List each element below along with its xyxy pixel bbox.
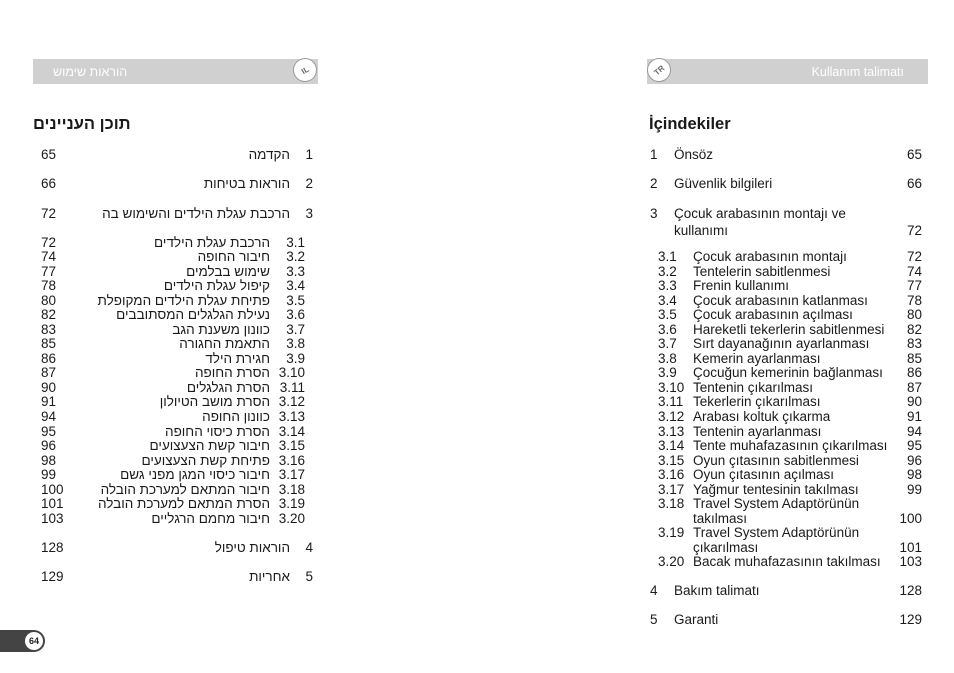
toc-entry-number: 1 — [305, 147, 313, 162]
right-toc-title: İçindekiler — [649, 115, 731, 133]
toc-entry-number: 3.19 — [278, 496, 305, 511]
toc-entry-number: 3.17 — [278, 467, 305, 482]
toc-entry-text: Travel System Adaptörünün — [693, 496, 860, 511]
toc-entry-number: 3.4 — [658, 293, 677, 308]
toc-page-number: 98 — [906, 467, 922, 482]
toc-entry-text: התאמת החגורה — [179, 336, 270, 351]
toc-page-number: 80 — [41, 293, 57, 308]
toc-entry-text: Tentenin çıkarılması — [693, 380, 814, 395]
toc-entry-text: חיבור המתאם למערכת הובלה — [100, 482, 270, 497]
toc-entry-text: Travel System Adaptörünün — [693, 525, 860, 540]
toc-entry-number: 3.5 — [286, 293, 305, 308]
toc-entry-text: הרכבת עגלת הילדים — [154, 235, 270, 250]
toc-entry-text: הסרת הגלגלים — [186, 380, 270, 395]
toc-entry-text: הסרת החופה — [194, 365, 270, 380]
toc-page-number: 82 — [41, 307, 57, 322]
toc-page-number: 85 — [906, 351, 922, 366]
toc-entry-text: כוונון החופה — [202, 409, 270, 424]
toc-page-number: 74 — [41, 249, 57, 264]
toc-entry-number: 3.3 — [658, 278, 677, 293]
toc-page-number: 78 — [41, 278, 57, 293]
toc-entry-text: חיבור מחמם הרגליים — [151, 511, 270, 526]
toc-page-number: 65 — [41, 147, 57, 162]
toc-entry-text: חגירת הילד — [205, 351, 270, 366]
toc-entry-number: 4 — [305, 540, 313, 555]
toc-entry-text: חיבור קשת הצעצועים — [149, 438, 270, 453]
toc-page-number: 95 — [906, 438, 922, 453]
toc-page-number: 99 — [41, 467, 57, 482]
toc-entry-text: Hareketli tekerlerin sabitlenmesi — [693, 322, 885, 337]
toc-entry-number: 3.11 — [658, 394, 684, 409]
toc-page-number: 77 — [41, 264, 57, 279]
toc-entry-text: Frenin kullanımı — [693, 278, 790, 293]
left-toc-title: תוכן העניינים — [33, 115, 131, 133]
toc-entry-text: אחריות — [249, 569, 290, 584]
toc-entry-number: 3.18 — [278, 482, 305, 497]
toc-entry-number: 3.5 — [658, 307, 677, 322]
toc-entry-number: 3.11 — [279, 380, 305, 395]
toc-entry-text: הוראות בטיחות — [203, 176, 290, 191]
toc-entry-text: Çocuk arabasının açılması — [693, 307, 853, 322]
toc-page-number: 87 — [906, 380, 922, 395]
toc-page-number: 128 — [41, 540, 64, 555]
toc-entry-number: 3.15 — [278, 438, 305, 453]
toc-page-number: 101 — [41, 496, 64, 511]
toc-entry-number: 3.10 — [278, 365, 305, 380]
toc-entry-text: Çocuk arabasının montajı — [693, 249, 847, 264]
toc-entry-number: 3.1 — [286, 235, 305, 250]
toc-page-number: 80 — [906, 307, 922, 322]
toc-page-number: 72 — [41, 235, 57, 250]
toc-entry-number: 3.17 — [658, 482, 685, 497]
toc-page-number: 72 — [906, 223, 922, 238]
toc-entry-number: 3.6 — [286, 307, 305, 322]
toc-entry-text: Garanti — [674, 612, 719, 627]
toc-entry-text: Arabası koltuk çıkarma — [693, 409, 831, 424]
toc-page-number: 129 — [899, 612, 922, 627]
toc-page-number: 72 — [906, 249, 922, 264]
toc-page-number: 91 — [41, 394, 57, 409]
toc-entry-text: הסרת מושב הטיולון — [159, 394, 270, 409]
toc-page-number: 96 — [906, 453, 922, 468]
toc-entry-number: 3.12 — [658, 409, 685, 424]
toc-page-number: 129 — [41, 569, 64, 584]
toc-page-number: 100 — [899, 510, 922, 526]
toc-page-number: 78 — [906, 293, 922, 308]
left-header-band — [33, 59, 318, 84]
toc-entry-number: 3 — [305, 206, 313, 221]
toc-page-number: 98 — [41, 453, 57, 468]
toc-page-number: 91 — [906, 409, 922, 424]
toc-page-number: 77 — [906, 278, 922, 293]
toc-entry-number: 2 — [650, 176, 658, 191]
toc-entry-text: kullanımı — [674, 223, 729, 238]
toc-entry-number: 2 — [305, 176, 313, 191]
toc-page-number: 74 — [906, 264, 922, 279]
toc-entry-number: 3.8 — [658, 351, 677, 366]
toc-entry-number: 3.7 — [658, 336, 677, 351]
toc-entry-number: 3.10 — [658, 380, 685, 395]
toc-entry-text: Tentelerin sabitlenmesi — [693, 264, 831, 279]
toc-entry-number: 3.19 — [658, 525, 685, 540]
toc-entry-number: 3.2 — [658, 264, 677, 279]
page-number: 64 — [25, 632, 43, 650]
toc-page-number: 65 — [906, 147, 922, 162]
toc-entry-text: Çocuğun kemerinin bağlanması — [693, 365, 883, 380]
toc-page-number: 83 — [41, 322, 57, 337]
toc-entry-number: 3.4 — [286, 278, 305, 293]
toc-entry-number: 3.8 — [286, 336, 305, 351]
toc-entry-text: נעילת הגלגלים המסתובבים — [116, 307, 270, 322]
right-header-label: Kullanım talimatı — [811, 65, 904, 79]
toc-entry-number: 3.20 — [658, 554, 685, 569]
toc-entry-number: 3.13 — [278, 409, 305, 424]
toc-entry-number: 3.7 — [286, 322, 305, 337]
toc-entry-number: 4 — [650, 583, 658, 598]
toc-page-number: 90 — [41, 380, 57, 395]
toc-entry-text: הרכבת עגלת הילדים והשימוש בה — [102, 206, 290, 221]
toc-entry-number: 3.13 — [658, 424, 685, 439]
toc-page-number: 100 — [41, 482, 64, 497]
toc-page-number: 101 — [899, 539, 922, 555]
toc-page-number: 83 — [906, 336, 922, 351]
toc-entry-text: Tente muhafazasının çıkarılması — [693, 438, 888, 453]
toc-entry-text: Çocuk arabasının katlanması — [693, 293, 868, 308]
toc-page-number: 96 — [41, 438, 57, 453]
toc-entry-number: 5 — [650, 612, 658, 627]
toc-entry-number: 3.12 — [278, 394, 305, 409]
toc-entry-text: הקדמה — [248, 147, 290, 162]
toc-page-number: 82 — [906, 322, 922, 337]
toc-entry-number: 3.14 — [658, 438, 685, 453]
toc-page-number: 103 — [41, 511, 64, 526]
toc-entry-text: çıkarılması — [693, 539, 759, 555]
toc-page-number: 94 — [41, 409, 57, 424]
toc-entry-number: 3.2 — [286, 249, 305, 264]
language-badge-tr: TR — [642, 53, 676, 87]
toc-entry-text: Oyun çıtasının açılması — [693, 467, 835, 482]
toc-entry-number: 3.18 — [658, 496, 685, 511]
toc-entry-number: 3.6 — [658, 322, 677, 337]
toc-page-number: 72 — [41, 206, 57, 221]
toc-entry-text: חיבור החופה — [197, 249, 270, 264]
toc-entry-text: Kemerin ayarlanması — [693, 351, 821, 366]
toc-entry-text: Oyun çıtasının sabitlenmesi — [693, 453, 859, 468]
toc-entry-number: 3.16 — [658, 467, 685, 482]
toc-entry-text: הסרת כיסוי החופה — [165, 424, 270, 439]
toc-entry-text: קיפול עגלת הילדים — [163, 278, 270, 293]
toc-page-number: 103 — [899, 554, 922, 569]
toc-page-number: 90 — [906, 394, 922, 409]
toc-entry-text: פתיחת עגלת הילדים המקופלת — [97, 293, 270, 308]
toc-entry-text: פתיחת קשת הצעצועים — [141, 453, 270, 468]
right-header-band — [647, 59, 928, 84]
toc-entry-number: 3 — [650, 206, 658, 221]
language-badge-il: IL — [289, 54, 322, 87]
toc-entry-text: כוונון משענת הגב — [172, 322, 270, 337]
toc-page-number: 66 — [906, 176, 922, 191]
toc-entry-number: 3.15 — [658, 453, 685, 468]
toc-entry-text: Tekerlerin çıkarılması — [693, 394, 821, 409]
toc-entry-text: הסרת המתאם למערכת הובלה — [98, 496, 270, 511]
left-header-label: הוראות שימוש — [53, 65, 128, 79]
toc-entry-text: הוראות טיפול — [214, 540, 290, 555]
page-number-tab — [0, 630, 45, 652]
toc-page-number: 85 — [41, 336, 57, 351]
toc-page-number: 94 — [906, 424, 922, 439]
toc-entry-text: Sırt dayanağının ayarlanması — [693, 336, 870, 351]
toc-page-number: 87 — [41, 365, 57, 380]
toc-entry-text: takılması — [693, 510, 748, 526]
toc-page-number: 66 — [41, 176, 57, 191]
toc-page-number: 95 — [41, 424, 57, 439]
toc-entry-number: 3.20 — [278, 511, 305, 526]
toc-entry-number: 1 — [650, 147, 658, 162]
toc-entry-number: 3.1 — [658, 249, 677, 264]
toc-entry-text: שימוש בבלמים — [186, 264, 270, 279]
toc-entry-number: 5 — [305, 569, 313, 584]
toc-entry-text: Bacak muhafazasının takılması — [693, 554, 881, 569]
toc-entry-text: Tentenin ayarlanması — [693, 424, 822, 439]
toc-page-number: 128 — [899, 583, 922, 598]
toc-entry-number: 3.9 — [286, 351, 305, 366]
toc-entry-text: Yağmur tentesinin takılması — [693, 482, 859, 497]
toc-page-number: 99 — [906, 482, 922, 497]
toc-entry-number: 3.3 — [286, 264, 305, 279]
toc-entry-number: 3.14 — [278, 424, 305, 439]
toc-page-number: 86 — [41, 351, 57, 366]
toc-entry-text: Çocuk arabasının montajı ve — [674, 206, 846, 221]
toc-entry-text: Güvenlik bilgileri — [674, 176, 773, 191]
toc-entry-text: Bakım talimatı — [674, 583, 760, 598]
toc-page-number: 86 — [906, 365, 922, 380]
toc-entry-number: 3.16 — [278, 453, 305, 468]
toc-entry-text: Önsöz — [674, 147, 714, 162]
toc-entry-text: חיבור כיסוי המגן מפני גשם — [120, 467, 270, 482]
toc-entry-number: 3.9 — [658, 365, 677, 380]
